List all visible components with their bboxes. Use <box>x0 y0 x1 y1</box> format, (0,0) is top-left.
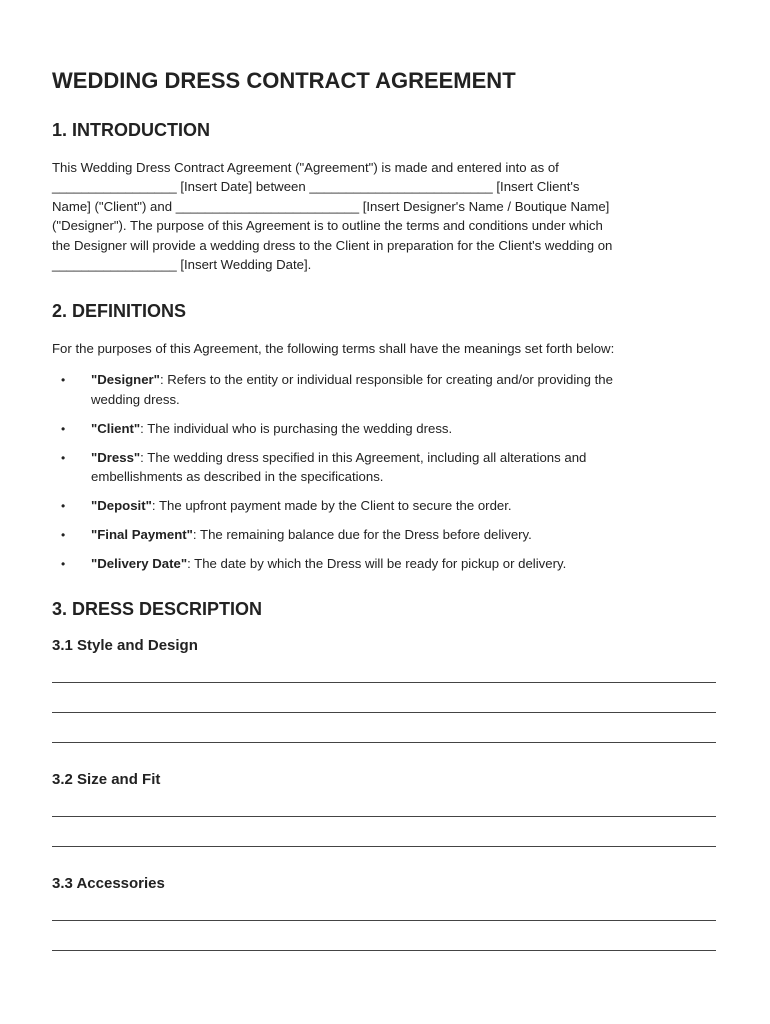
bullet-icon: • <box>61 557 66 572</box>
definition-term: "Dress" <box>91 449 141 465</box>
subsection-heading-style-design: 3.1 Style and Design <box>52 636 198 654</box>
definition-text-cont: embellishments as described in the specifications. <box>91 469 384 485</box>
definition-term: "Delivery Date" <box>91 556 188 572</box>
intro-line: Name] ("Client") and _________________________ [Insert Designer's Name / Boutique Name] <box>52 198 610 214</box>
bullet-icon: • <box>61 373 66 388</box>
definition-term: "Client" <box>91 420 141 436</box>
fill-in-line[interactable] <box>52 949 716 951</box>
fill-in-lines-accessories <box>52 905 717 951</box>
definition-text: : The wedding dress specified in this Agreement, including all alterations and <box>140 449 587 465</box>
definition-text: : The upfront payment made by the Client to secure the order. <box>151 498 512 514</box>
fill-in-lines-style-design <box>52 667 717 743</box>
definitions-heading: 2. DEFINITIONS <box>52 300 187 321</box>
fill-in-line[interactable] <box>52 711 716 713</box>
definitions-intro: For the purposes of this Agreement, the following terms shall have the meanings set forth below: <box>52 340 615 356</box>
bullet-icon: • <box>61 421 66 436</box>
section-dress-description <box>52 599 717 951</box>
definition-term: "Deposit" <box>91 498 152 514</box>
subsection-heading-accessories: 3.3 Accessories <box>52 874 165 892</box>
document-title: WEDDING DRESS CONTRACT AGREEMENT <box>52 68 516 93</box>
document-page <box>52 68 717 979</box>
definition-text: : The remaining balance due for the Dress before delivery. <box>192 527 532 543</box>
definition-item <box>52 448 717 487</box>
definition-item <box>52 554 717 574</box>
introduction-paragraph <box>52 158 717 275</box>
definition-item <box>52 370 717 409</box>
definition-term: "Designer" <box>91 372 160 388</box>
section-introduction <box>52 120 717 275</box>
dress-description-heading: 3. DRESS DESCRIPTION <box>52 599 263 620</box>
bullet-icon: • <box>61 499 66 514</box>
fill-in-line[interactable] <box>52 919 716 921</box>
introduction-heading: 1. INTRODUCTION <box>52 120 211 141</box>
intro-line: the Designer will provide a wedding dress to the Client in preparation for the Client's wedding on <box>52 237 613 253</box>
definition-item <box>52 419 717 439</box>
fill-in-line[interactable] <box>52 845 716 847</box>
fill-in-lines-size-fit <box>52 801 717 847</box>
intro-line: _________________ [Insert Wedding Date]. <box>52 257 312 273</box>
definitions-list <box>52 370 717 574</box>
fill-in-line[interactable] <box>52 681 716 683</box>
bullet-icon: • <box>61 528 66 543</box>
intro-line: This Wedding Dress Contract Agreement ("Agreement") is made and entered into as of <box>52 159 559 175</box>
definition-text: : The date by which the Dress will be ready for pickup or delivery. <box>187 556 567 572</box>
definition-item <box>52 525 717 545</box>
fill-in-line[interactable] <box>52 741 716 743</box>
definition-term: "Final Payment" <box>91 527 193 543</box>
subsection-heading-size-fit: 3.2 Size and Fit <box>52 770 161 788</box>
definition-text-cont: wedding dress. <box>91 391 180 407</box>
section-definitions <box>52 301 717 574</box>
fill-in-line[interactable] <box>52 815 716 817</box>
bullet-icon: • <box>61 450 66 465</box>
definition-item <box>52 496 717 516</box>
intro-line: ("Designer"). The purpose of this Agreement is to outline the terms and conditions under which <box>52 218 603 234</box>
intro-line: _________________ [Insert Date] between _________________________ [Insert Client's <box>52 179 580 195</box>
definition-text: : Refers to the entity or individual responsible for creating and/or providing the <box>159 372 613 388</box>
definition-text: : The individual who is purchasing the wedding dress. <box>140 420 453 436</box>
